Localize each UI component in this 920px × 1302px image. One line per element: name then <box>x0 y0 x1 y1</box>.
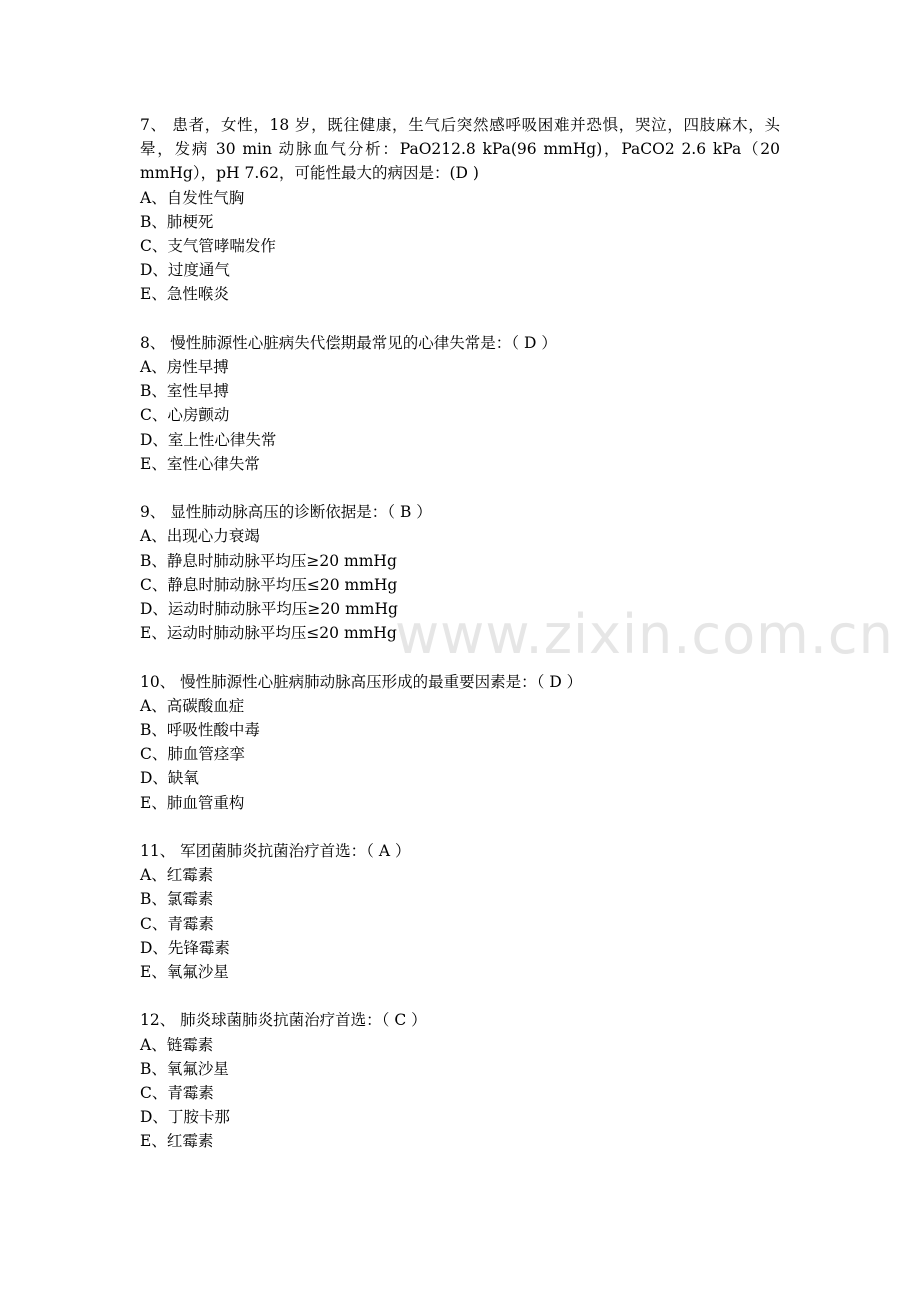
question-stem: 9、 显性肺动脉高压的诊断依据是：（ B ） <box>140 503 432 522</box>
question-12 <box>140 1008 780 1153</box>
option-e: E、室性心律失常 <box>140 454 260 473</box>
option-a: A、房性早搏 <box>140 358 229 377</box>
question-7 <box>140 113 780 307</box>
option-e: E、运动时肺动脉平均压≤20 mmHg <box>140 624 397 643</box>
option-c: C、青霉素 <box>140 914 214 933</box>
option-e: E、肺血管重构 <box>140 793 245 812</box>
option-c: C、肺血管痉挛 <box>140 745 245 764</box>
option-c: C、静息时肺动脉平均压≤20 mmHg <box>140 575 398 594</box>
question-stem: 10、 慢性肺源性心脏病肺动脉高压形成的最重要因素是：（ D ） <box>140 672 583 691</box>
question-9 <box>140 500 780 645</box>
question-8 <box>140 331 780 476</box>
option-a: A、自发性气胸 <box>140 188 245 207</box>
option-b: B、氧氟沙星 <box>140 1059 229 1078</box>
option-b: B、室性早搏 <box>140 382 229 401</box>
option-a: A、红霉素 <box>140 866 214 885</box>
option-a: A、高碳酸血症 <box>140 696 245 715</box>
question-stem: 12、 肺炎球菌肺炎抗菌治疗首选：（ C ） <box>140 1011 427 1030</box>
option-c: C、青霉素 <box>140 1084 214 1103</box>
option-a: A、链霉素 <box>140 1035 214 1054</box>
option-e: E、急性喉炎 <box>140 285 229 304</box>
question-stem: 8、 慢性肺源性心脏病失代偿期最常见的心律失常是：（ D ） <box>140 333 557 352</box>
question-list <box>140 113 780 1178</box>
option-e: E、红霉素 <box>140 1132 214 1151</box>
option-a: A、出现心力衰竭 <box>140 527 260 546</box>
option-b: B、静息时肺动脉平均压≥20 mmHg <box>140 551 397 570</box>
question-11 <box>140 839 780 984</box>
question-10 <box>140 670 780 815</box>
question-stem: 7、 患者，女性，18 岁，既往健康，生气后突然感呼吸困难并恐惧，哭泣，四肢麻木，头晕，发病 30 min 动脉血气分析：PaO212.8 kPa(96 mmHg)，PaCO2 2.6 kPa（20 mmHg），pH 7.62，可能性最大的病因是：(D ) <box>140 116 780 183</box>
option-d: D、先锋霉素 <box>140 938 230 957</box>
option-d: D、丁胺卡那 <box>140 1108 230 1127</box>
option-c: C、支气管哮喘发作 <box>140 237 276 256</box>
option-c: C、心房颤动 <box>140 406 230 425</box>
option-b: B、呼吸性酸中毒 <box>140 721 260 740</box>
option-d: D、缺氧 <box>140 769 199 788</box>
option-d: D、室上性心律失常 <box>140 430 277 449</box>
option-b: B、肺梗死 <box>140 212 214 231</box>
option-d: D、过度通气 <box>140 261 230 280</box>
option-b: B、氯霉素 <box>140 890 214 909</box>
option-d: D、运动时肺动脉平均压≥20 mmHg <box>140 600 398 619</box>
question-stem: 11、 军团菌肺炎抗菌治疗首选：（ A ） <box>140 842 411 861</box>
watermark: www.zixin.com.cn <box>395 603 894 666</box>
option-e: E、氧氟沙星 <box>140 963 229 982</box>
